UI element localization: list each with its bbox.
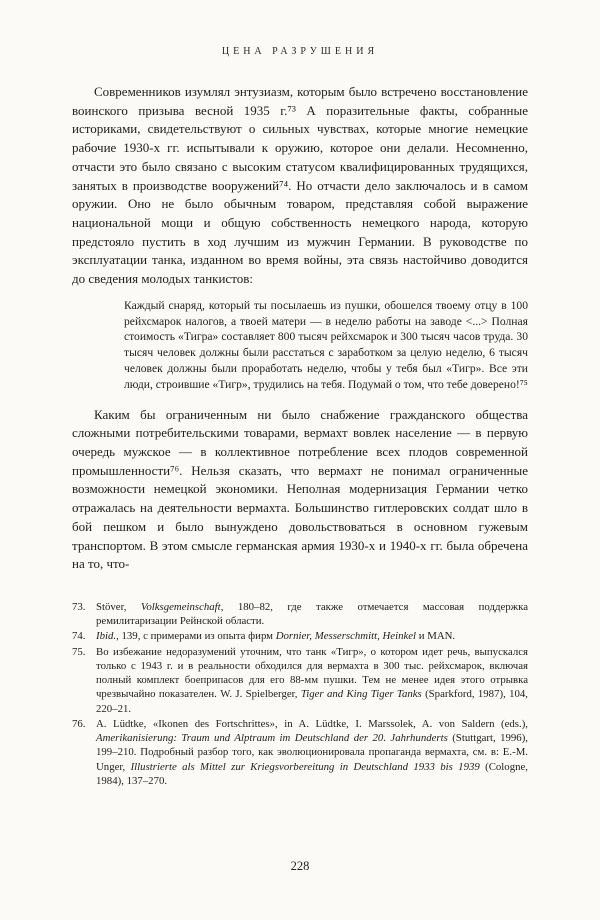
block-quote: Каждый снаряд, который ты посылаешь из пушки, обошелся твоему отцу в 100 рейхсмарок налогов, а твоей матери — в неделю работы на заводе <...> Полная стоимость «Тигра» составляет 800 тысяч рейхсмарок и 300 тысяч часов труда. 30 тысяч человек должны были расстаться с заработком за целую неделю, 6 тысяч человек должны были проработать неделю, чтобы у тебя был «Тигр». Все эти люди, строившие «Тигр», трудились на тебя. Подумай о том, что тебе доверено!⁷⁵ (124, 298, 528, 391)
footnote (72, 645, 528, 716)
footnote-number: 74. (72, 630, 86, 643)
page-number: 228 (290, 859, 310, 873)
footnote-number: 75. (72, 645, 86, 658)
body-paragraph-1: Современников изумлял энтузиазм, которым было встречено восстановление воинского призыва весной 1935 г.⁷³ А поразительные факты, собранные историками, свидетельствуют о сильных чувствах, которые многие немецкие рабочие 1930-х гг. испытывали к оружию, которое они делали. Несомненно, отчасти это было связано с высоким статусом квалифицированных трудящихся, занятых в производстве вооружений⁷⁴. Но отчасти дело заключалось и в самом оружии. Оно не было обычным товаром, представляя собой выражение национальной мощи и общую собственность немецкого народа, которую предстояло пустить в ход лучшим из мужчин Германии. В руководстве по эксплуатации танка, изданном во время войны, эта связь настойчиво доводится до сведения молодых танкистов: (72, 84, 528, 287)
footnote (72, 717, 528, 788)
body-paragraph-2: Каким бы ограниченным ни было снабжение гражданского общества сложными потребительскими товарами, вермахт вовлек население — в первую очередь мужское — в коллективное потребление всех плодов современной промышленности⁷⁶. Нельзя сказать, что вермахт не понимал ограниченные возможности немецкой экономики. Неполная модернизация Германии четко отражалась на деятельности вермахта. Большинство гитлеровских солдат шло в бой пешком и было вынуждено довольствоваться в основном гужевым транспортом. В этом смысле германская армия 1930-х и 1940-х гг. была обречена на то, что- (72, 406, 528, 572)
footnote-text: A. Lüdtke, «Ikonen des Fortschrittes», in A. Lüdtke, I. Marssolek, A. von Saldern (eds.), Amerikanisierung: Traum und Alptraum im Deutschland der 20. Jahrhunderts (Stuttgart, 1996), 199–210. Подробный разбор того, как эволюционировала пропаганда вермахта, см. в: E.-M. Unger, Illustrierte als Mittel zur Kriegsvorbereitung in Deutschland 1933 bis 1939 (Cologne, 1984), 137–270. (96, 717, 528, 787)
footnote-text: Во избежание недоразумений уточним, что танк «Тигр», о котором идет речь, выпускался только с 1943 г. и в реальности обходился для вермахта в 300 тыс. рейхсмарок, включая полный комплект боеприпасов для его 88-мм пушки. Тем не менее идея этого отрывка чрезвычайно показателен. W. J. Spielberger, Tiger and King Tiger Tanks (Sparkford, 1987), 104, 220–21. (96, 645, 528, 715)
footnote-number: 76. (72, 717, 86, 730)
footnote (72, 600, 528, 629)
footnote-number: 73. (72, 600, 86, 613)
footnote-text: Stöver, Volksgemeinschaft, 180–82, где также отмечается массовая поддержка ремилитаризации Рейнской области. (96, 600, 528, 628)
footnotes-section (72, 600, 528, 788)
running-head (72, 46, 528, 57)
footnote (72, 629, 528, 643)
running-head-title: ЦЕНА РАЗРУШЕНИЯ (221, 46, 379, 57)
page-body (72, 83, 528, 574)
footnote-text: Ibid., 139, с примерами из опыта фирм Dornier, Messerschmitt, Heinkel и MAN. (96, 630, 456, 643)
